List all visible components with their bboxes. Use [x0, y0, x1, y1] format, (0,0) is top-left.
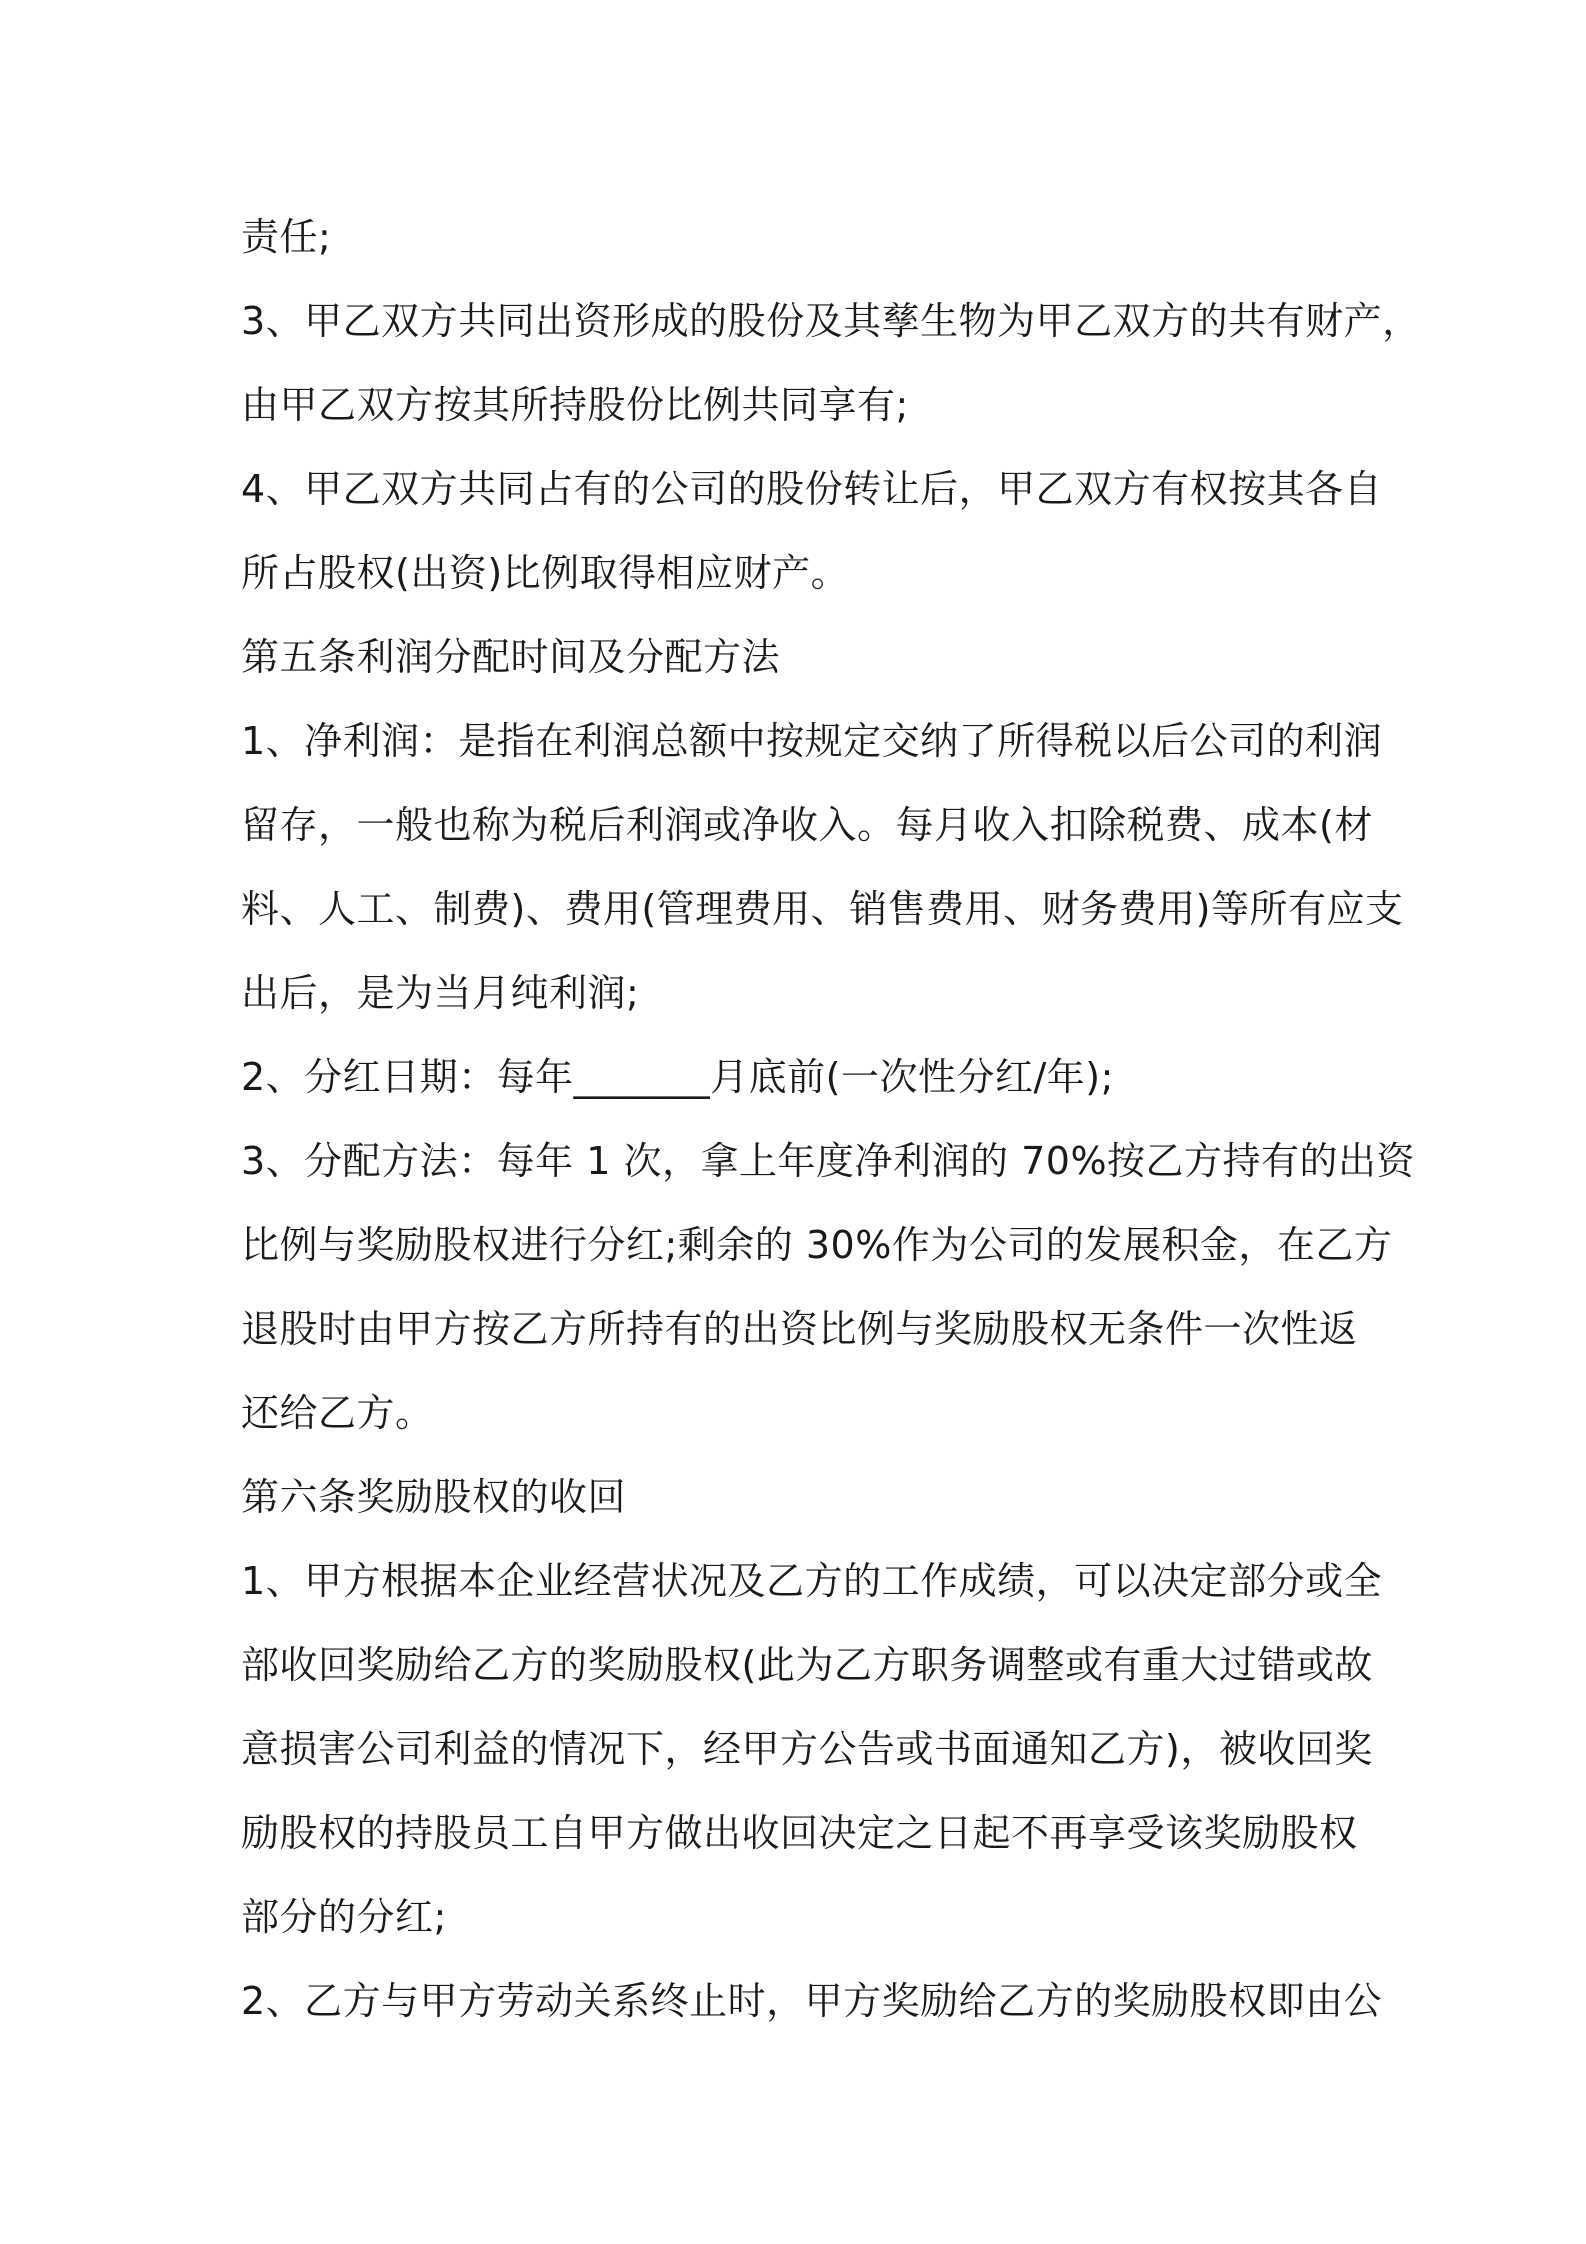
text-line: 留存，一般也称为税后利润或净收入。每月收入扣除税费、成本(材 [241, 803, 1373, 847]
text-line: 4、甲乙双方共同占有的公司的股份转让后，甲乙双方有权按其各自 [241, 467, 1383, 511]
text-line: 部收回奖励给乙方的奖励股权(此为乙方职务调整或有重大过错或故 [241, 1643, 1373, 1687]
text-line: 2、乙方与甲方劳动关系终止时，甲方奖励给乙方的奖励股权即由公 [241, 1979, 1383, 2023]
section-heading: 第六条奖励股权的收回 [241, 1475, 627, 1519]
document-body [241, 195, 1421, 2043]
text-line: 料、人工、制费)、费用(管理费用、销售费用、财务费用)等所有应支 [241, 887, 1404, 931]
text-line: 3、甲乙双方共同出资形成的股份及其孳生物为甲乙双方的共有财产， [241, 299, 1421, 343]
text-line: 出后，是为当月纯利润; [241, 971, 640, 1015]
section-heading: 第五条利润分配时间及分配方法 [241, 635, 781, 679]
text-line: 意损害公司利益的情况下，经甲方公告或书面通知乙方)，被收回奖 [241, 1727, 1373, 1771]
text-line: 1、净利润：是指在利润总额中按规定交纳了所得税以后公司的利润 [241, 719, 1383, 763]
text-line: 1、甲方根据本企业经营状况及乙方的工作成绩，可以决定部分或全 [241, 1559, 1383, 1603]
text-line: 比例与奖励股权进行分红;剩余的 30%作为公司的发展积金，在乙方 [241, 1223, 1393, 1267]
text-line: 由甲乙双方按其所持股份比例共同享有; [241, 383, 909, 427]
text-line: 责任; [241, 215, 332, 259]
text-line: 退股时由甲方按乙方所持有的出资比例与奖励股权无条件一次性返 [241, 1307, 1358, 1351]
text-line: 3、分配方法：每年 1 次，拿上年度净利润的 70%按乙方持有的出资 [241, 1139, 1416, 1183]
text-line: 励股权的持股员工自甲方做出收回决定之日起不再享受该奖励股权 [241, 1811, 1358, 1855]
text-line: 还给乙方。 [241, 1391, 434, 1435]
text-line: 所占股权(出资)比例取得相应财产。 [241, 551, 850, 595]
text-line: 2、分红日期：每年_______月底前(一次性分红/年); [241, 1055, 1114, 1099]
text-line: 部分的分红; [241, 1895, 447, 1939]
